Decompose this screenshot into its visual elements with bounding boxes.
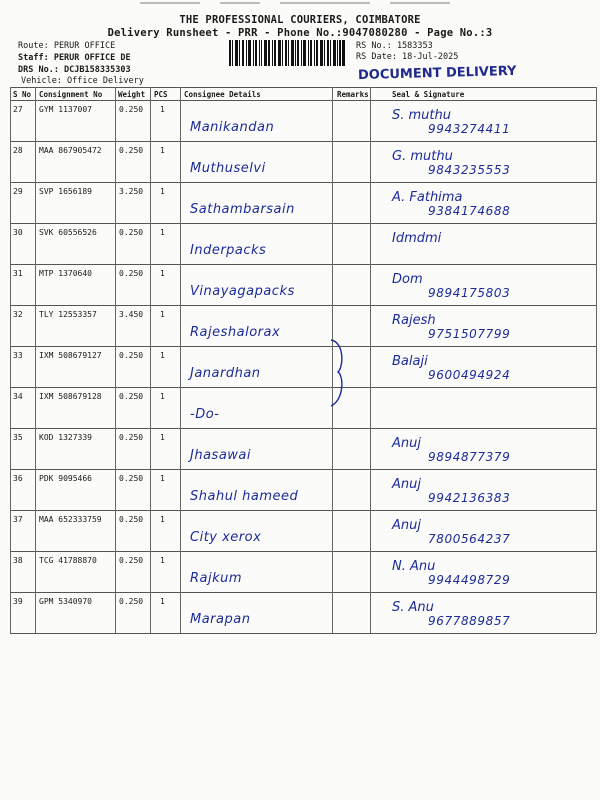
row-pcs: 1 (160, 597, 165, 606)
column-divider (10, 87, 11, 633)
row-divider (10, 469, 596, 470)
row-phone: 9677889857 (428, 614, 511, 628)
row-divider (10, 141, 596, 142)
row-consignment-no: SVP 1656189 (39, 187, 92, 196)
row-pcs: 1 (160, 392, 165, 401)
col-pcs: PCS (154, 90, 168, 99)
row-consignee-name: Rajeshalorax (190, 325, 281, 340)
row-consignment-no: MTP 1370640 (39, 269, 92, 278)
row-signature: Anuj (392, 436, 421, 451)
row-pcs: 1 (160, 228, 165, 237)
row-signature: Anuj (392, 477, 421, 492)
row-pcs: 1 (160, 556, 165, 565)
row-consignment-no: PDK 9095466 (39, 474, 92, 483)
row-pcs: 1 (160, 105, 165, 114)
row-weight: 0.250 (119, 597, 144, 606)
row-sno: 35 (13, 433, 23, 442)
row-divider (10, 551, 596, 552)
row-consignee-name: City xerox (190, 530, 262, 545)
row-weight: 0.250 (119, 474, 144, 483)
rs-date: RS Date: 18-Jul-2025 (356, 52, 459, 62)
barcode (229, 40, 345, 66)
row-weight: 0.250 (119, 351, 144, 360)
row-divider (10, 428, 596, 429)
row-pcs: 1 (160, 515, 165, 524)
column-divider (596, 87, 597, 633)
col-consignee: Consignee Details (184, 90, 261, 99)
column-divider (370, 87, 371, 633)
row-divider (10, 264, 596, 265)
top-edge-marks (140, 2, 450, 6)
row-sno: 38 (13, 556, 23, 565)
column-divider (35, 87, 36, 633)
row-divider (10, 592, 596, 593)
row-phone: 9894175803 (428, 286, 511, 300)
row-pcs: 1 (160, 269, 165, 278)
row-phone: 9600494924 (428, 368, 511, 382)
row-consignment-no: GYM 1137007 (39, 105, 92, 114)
col-remarks: Remarks (337, 90, 369, 99)
row-signature: A. Fathima (392, 190, 463, 205)
row-sno: 30 (13, 228, 23, 237)
row-pcs: 1 (160, 474, 165, 483)
row-sno: 39 (13, 597, 23, 606)
row-sno: 32 (13, 310, 23, 319)
row-phone: 7800564237 (428, 532, 511, 546)
row-consignee-name: Janardhan (190, 366, 261, 381)
row-pcs: 1 (160, 351, 165, 360)
runsheet-title: Delivery Runsheet - PRR - Phone No.:9047080280 - Page No.:3 (107, 27, 493, 39)
row-consignment-no: SVK 60556526 (39, 228, 97, 237)
row-phone: 9751507799 (428, 327, 511, 341)
row-weight: 0.250 (119, 556, 144, 565)
row-divider (10, 387, 596, 388)
row-divider (10, 346, 596, 347)
company-title: THE PROFESSIONAL COURIERS, COIMBATORE (179, 14, 421, 26)
row-signature: S. muthu (392, 108, 451, 123)
row-sno: 31 (13, 269, 23, 278)
row-signature: G. muthu (392, 149, 453, 164)
row-sno: 34 (13, 392, 23, 401)
row-consignment-no: TLY 12553357 (39, 310, 97, 319)
row-signature: Balaji (392, 354, 428, 369)
row-phone: 9894877379 (428, 450, 511, 464)
row-divider (10, 510, 596, 511)
row-sno: 36 (13, 474, 23, 483)
col-sno: S No (13, 90, 32, 99)
row-signature: Anuj (392, 518, 421, 533)
row-consignment-no: GPM 5340970 (39, 597, 92, 606)
row-consignee-name: Vinayagapacks (190, 284, 295, 299)
row-phone: 9942136383 (428, 491, 511, 505)
row-signature: Idmdmi (392, 231, 442, 246)
row-consignment-no: KOD 1327339 (39, 433, 92, 442)
row-sno: 28 (13, 146, 23, 155)
row-weight: 0.250 (119, 433, 144, 442)
row-phone: 9944498729 (428, 573, 511, 587)
route-text: Route: PERUR OFFICE (18, 41, 116, 51)
row-consignment-no: IXM 508679128 (39, 392, 102, 401)
row-consignment-no: IXM 508679127 (39, 351, 102, 360)
row-weight: 3.450 (119, 310, 144, 319)
row-weight: 3.250 (119, 187, 144, 196)
row-consignment-no: TCG 41788870 (39, 556, 97, 565)
brace-mark (328, 338, 350, 408)
row-pcs: 1 (160, 187, 165, 196)
row-weight: 0.250 (119, 269, 144, 278)
row-divider (10, 633, 596, 634)
row-signature: N. Anu (392, 559, 436, 574)
row-consignee-name: Rajkum (190, 571, 243, 586)
row-weight: 0.250 (119, 228, 144, 237)
row-pcs: 1 (160, 310, 165, 319)
row-sno: 33 (13, 351, 23, 360)
row-sno: 37 (13, 515, 23, 524)
rs-number: RS No.: 1583353 (356, 41, 433, 51)
row-sno: 29 (13, 187, 23, 196)
col-seal-signature: Seal & Signature (392, 90, 465, 99)
column-divider (180, 87, 181, 633)
row-consignee-name: -Do- (190, 407, 220, 422)
col-weight: Weight (118, 90, 146, 99)
row-weight: 0.250 (119, 105, 144, 114)
row-sno: 27 (13, 105, 23, 114)
row-signature: Rajesh (392, 313, 436, 328)
column-divider (150, 87, 151, 633)
column-divider (115, 87, 116, 633)
row-weight: 0.250 (119, 515, 144, 524)
row-consignee-name: Muthuselvi (190, 161, 266, 176)
row-phone: 9384174688 (428, 204, 511, 218)
row-phone: 9843235553 (428, 163, 511, 177)
row-signature: Dom (392, 272, 423, 287)
row-consignee-name: Inderpacks (190, 243, 267, 258)
col-consignment: Consignment No (39, 90, 103, 99)
row-consignee-name: Shahul hameed (190, 489, 299, 504)
row-divider (10, 223, 596, 224)
staff-text: Staff: PERUR OFFICE DE (18, 53, 131, 63)
row-consignment-no: MAA 867905472 (39, 146, 102, 155)
drs-text: DRS No.: DCJB158335303 (18, 65, 131, 75)
document-delivery-stamp: DOCUMENT DELIVERY (357, 63, 517, 84)
row-weight: 0.250 (119, 146, 144, 155)
header-bottom-border (10, 100, 596, 101)
vehicle-text: Vehicle: Office Delivery (21, 76, 144, 86)
row-signature: S. Anu (392, 600, 434, 615)
table-top-border (10, 87, 596, 88)
row-consignment-no: MAA 652333759 (39, 515, 102, 524)
row-phone: 9943274411 (428, 122, 511, 136)
row-pcs: 1 (160, 146, 165, 155)
row-weight: 0.250 (119, 392, 144, 401)
row-divider (10, 305, 596, 306)
row-divider (10, 182, 596, 183)
row-consignee-name: Sathambarsain (190, 202, 295, 217)
row-consignee-name: Marapan (190, 612, 251, 627)
row-consignee-name: Jhasawai (190, 448, 251, 463)
row-consignee-name: Manikandan (190, 120, 275, 135)
row-pcs: 1 (160, 433, 165, 442)
